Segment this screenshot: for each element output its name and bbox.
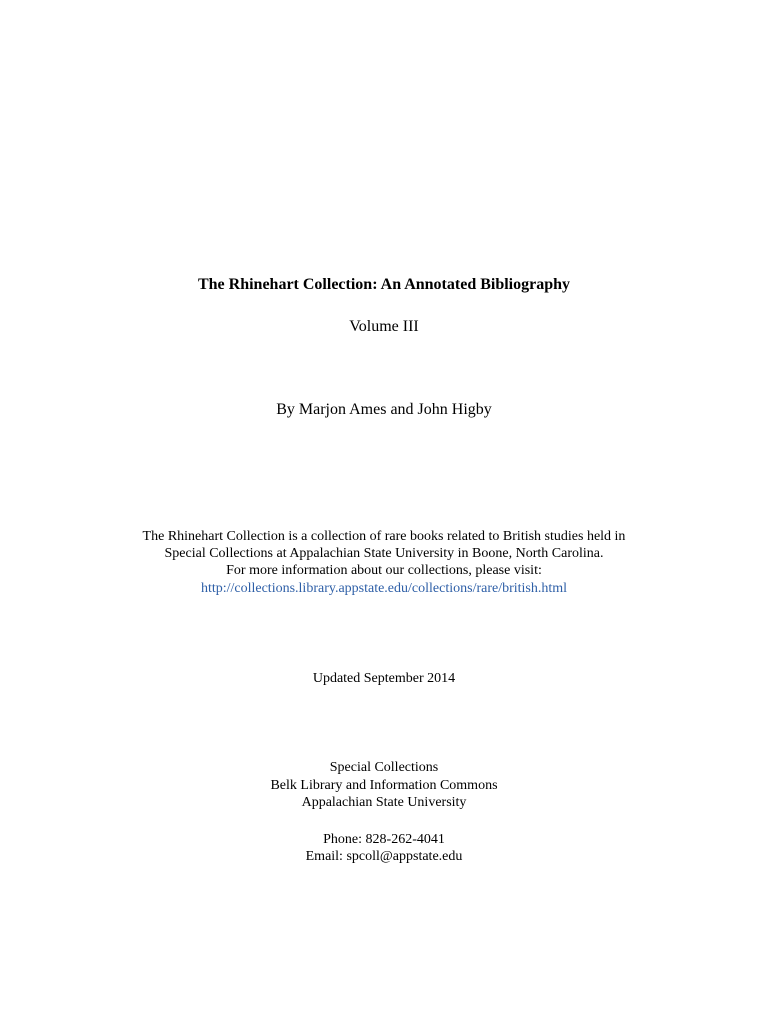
contact-email: Email: spcoll@appstate.edu (305, 849, 463, 864)
contact-library: Belk Library and Information Commons (270, 778, 498, 793)
volume-label: Volume III (349, 318, 419, 335)
contact-department: Special Collections (329, 760, 439, 775)
description-line-2: Special Collections at Appalachian State University in Boone, North Carolina. (164, 546, 604, 561)
document-title: The Rhinehart Collection: An Annotated Bibliography (197, 276, 571, 293)
contact-university: Appalachian State University (301, 795, 467, 810)
updated-date: Updated September 2014 (312, 671, 456, 686)
description-line-1: The Rhinehart Collection is a collection of rare books related to British studies held in (142, 529, 626, 544)
authors-line: By Marjon Ames and John Higby (276, 401, 492, 418)
collection-link[interactable]: http://collections.library.appstate.edu/collections/rare/british.html (200, 581, 568, 596)
description-line-3: For more information about our collections, please visit: (226, 563, 542, 578)
contact-phone: Phone: 828-262-4041 (323, 832, 445, 847)
collection-link-line (0, 580, 768, 597)
